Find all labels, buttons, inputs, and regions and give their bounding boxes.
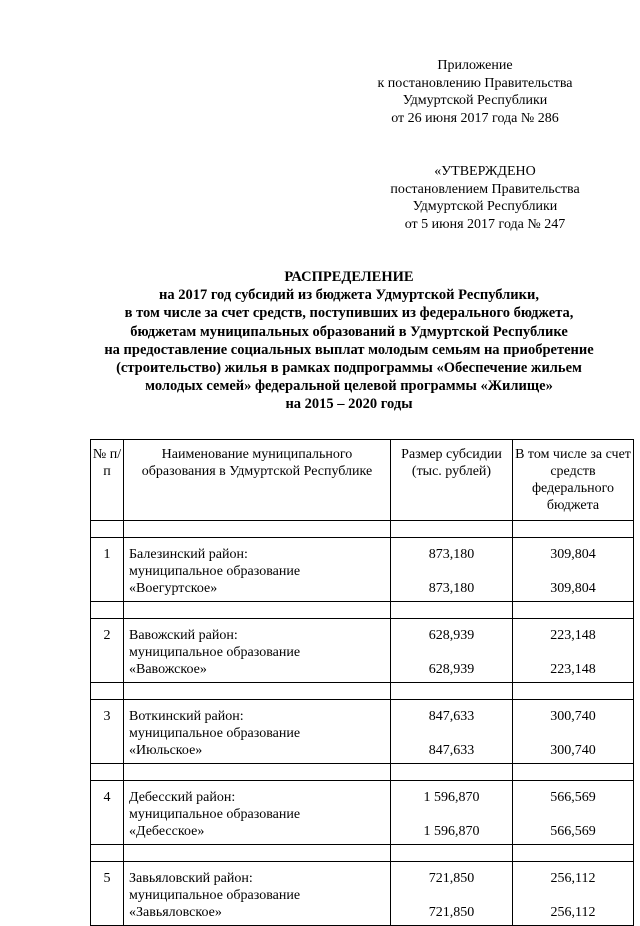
row-num: 4 xyxy=(91,781,124,845)
approved-line: от 5 июня 2017 года № 247 xyxy=(404,216,566,232)
row-subsidy-entity: 873,180 xyxy=(428,581,475,596)
row-spacer xyxy=(91,764,634,781)
appendix-line: Приложение xyxy=(437,58,513,73)
row-federal-cell xyxy=(513,700,634,764)
spacer-cell xyxy=(124,683,391,700)
table-row xyxy=(91,700,634,764)
spacer-cell xyxy=(391,521,513,538)
row-entity-type: муниципальное образование xyxy=(129,807,301,822)
appendix-line: к постановлению Правительства xyxy=(377,75,573,91)
row-entity-name: «Воегуртское» xyxy=(129,581,218,596)
row-federal-total: 223,148 xyxy=(550,628,596,643)
title-line: на 2017 год субсидий из бюджета Удмуртской Республики, xyxy=(158,287,539,304)
spacer-cell xyxy=(91,602,124,619)
row-federal-entity: 309,804 xyxy=(550,581,596,596)
row-federal-total: 566,569 xyxy=(550,790,596,805)
title-line: на предоставление социальных выплат молодым семьям на приобретение xyxy=(104,341,594,358)
row-subsidy-total: 721,850 xyxy=(428,871,475,886)
row-district: Дебесский район: xyxy=(129,790,236,805)
spacer-cell xyxy=(124,764,391,781)
row-spacer xyxy=(91,845,634,862)
spacer-cell xyxy=(391,764,513,781)
table-row xyxy=(91,862,634,926)
header-federal: В том числе за счет средств федерального бюджета xyxy=(513,440,634,521)
row-name-cell xyxy=(124,862,391,926)
spacer-cell xyxy=(391,845,513,862)
spacer-cell xyxy=(91,683,124,700)
approved-line: Удмуртской Республики xyxy=(412,199,558,214)
row-federal-entity: 300,740 xyxy=(550,743,596,758)
spacer-cell xyxy=(513,521,634,538)
row-subsidy-total: 1 596,870 xyxy=(423,790,480,805)
row-entity-type: муниципальное образование xyxy=(129,726,301,741)
row-spacer xyxy=(91,521,634,538)
row-district: Завьяловский район: xyxy=(129,871,253,886)
table-row xyxy=(91,619,634,683)
row-entity-name: «Дебесское» xyxy=(129,824,205,839)
row-subsidy-total: 628,939 xyxy=(428,628,475,643)
spacer-cell xyxy=(91,845,124,862)
table-header-row xyxy=(91,440,634,521)
row-entity-name: «Вавожское» xyxy=(129,662,207,677)
row-subsidy-entity: 721,850 xyxy=(428,905,475,920)
spacer-cell xyxy=(391,683,513,700)
row-entity-type: муниципальное образование xyxy=(129,888,301,903)
row-spacer xyxy=(91,683,634,700)
row-entity-type: муниципальное образование xyxy=(129,564,301,579)
row-subsidy-entity: 847,633 xyxy=(428,743,475,758)
spacer-cell xyxy=(513,683,634,700)
appendix-header xyxy=(355,57,595,127)
row-subsidy-entity: 1 596,870 xyxy=(423,824,480,839)
row-federal-cell xyxy=(513,538,634,602)
row-subsidy-cell xyxy=(391,862,513,926)
row-federal-entity: 223,148 xyxy=(550,662,596,677)
spacer-cell xyxy=(124,845,391,862)
row-subsidy-total: 873,180 xyxy=(428,547,475,562)
spacer-cell xyxy=(91,764,124,781)
row-name-cell xyxy=(124,700,391,764)
spacer-cell xyxy=(391,602,513,619)
row-federal-total: 256,112 xyxy=(550,871,596,886)
row-entity-name: «Завьяловское» xyxy=(129,905,222,920)
approved-line: постановлением Правительства xyxy=(390,181,580,197)
row-entity-type: муниципальное образование xyxy=(129,645,301,660)
row-name-cell xyxy=(124,538,391,602)
row-federal-total: 300,740 xyxy=(550,709,596,724)
spacer-cell xyxy=(124,602,391,619)
spacer-cell xyxy=(513,602,634,619)
row-district: Балезинский район: xyxy=(129,547,248,562)
table-row xyxy=(91,538,634,602)
title-line: на 2015 – 2020 годы xyxy=(285,396,413,413)
row-spacer xyxy=(91,602,634,619)
table-row xyxy=(91,781,634,845)
title-line: в том числе за счет средств, поступивших из федерального бюджета, xyxy=(124,305,574,322)
header-name: Наименование муниципального образования в Удмуртской Республике xyxy=(124,440,391,521)
spacer-cell xyxy=(513,764,634,781)
row-federal-cell xyxy=(513,862,634,926)
row-subsidy-cell xyxy=(391,700,513,764)
appendix-line: от 26 июня 2017 года № 286 xyxy=(391,110,559,126)
approved-stamp-text xyxy=(370,163,600,233)
row-num: 3 xyxy=(91,700,124,764)
row-entity-name: «Июльское» xyxy=(129,743,203,758)
row-federal-cell xyxy=(513,619,634,683)
spacer-cell xyxy=(91,521,124,538)
row-subsidy-entity: 628,939 xyxy=(428,662,475,677)
row-subsidy-cell xyxy=(391,538,513,602)
row-district: Вавожский район: xyxy=(129,628,238,643)
title-line: (строительство) жилья в рамках подпрограммы «Обеспечение жильем xyxy=(116,360,582,377)
row-name-cell xyxy=(124,781,391,845)
document-title xyxy=(84,268,614,414)
row-federal-entity: 256,112 xyxy=(550,905,596,920)
row-num: 1 xyxy=(91,538,124,602)
row-federal-entity: 566,569 xyxy=(550,824,596,839)
title-heading: РАСПРЕДЕЛЕНИЕ xyxy=(284,269,414,285)
header-subsidy: Размер субсидии (тыс. рублей) xyxy=(391,440,513,521)
title-line: молодых семей» федеральной целевой программы «Жилище» xyxy=(145,378,553,395)
row-subsidy-cell xyxy=(391,619,513,683)
spacer-cell xyxy=(124,521,391,538)
row-subsidy-cell xyxy=(391,781,513,845)
spacer-cell xyxy=(513,845,634,862)
header-num: № п/п xyxy=(91,440,124,521)
subsidy-table xyxy=(90,439,634,926)
row-federal-total: 309,804 xyxy=(550,547,596,562)
approved-line: «УТВЕРЖДЕНО xyxy=(434,164,536,179)
title-line: бюджетам муниципальных образований в Удмуртской Республике xyxy=(130,323,568,340)
row-name-cell xyxy=(124,619,391,683)
row-num: 5 xyxy=(91,862,124,926)
row-num: 2 xyxy=(91,619,124,683)
appendix-line: Удмуртской Республики xyxy=(402,93,548,108)
row-district: Воткинский район: xyxy=(129,709,244,724)
row-subsidy-total: 847,633 xyxy=(428,709,475,724)
row-federal-cell xyxy=(513,781,634,845)
